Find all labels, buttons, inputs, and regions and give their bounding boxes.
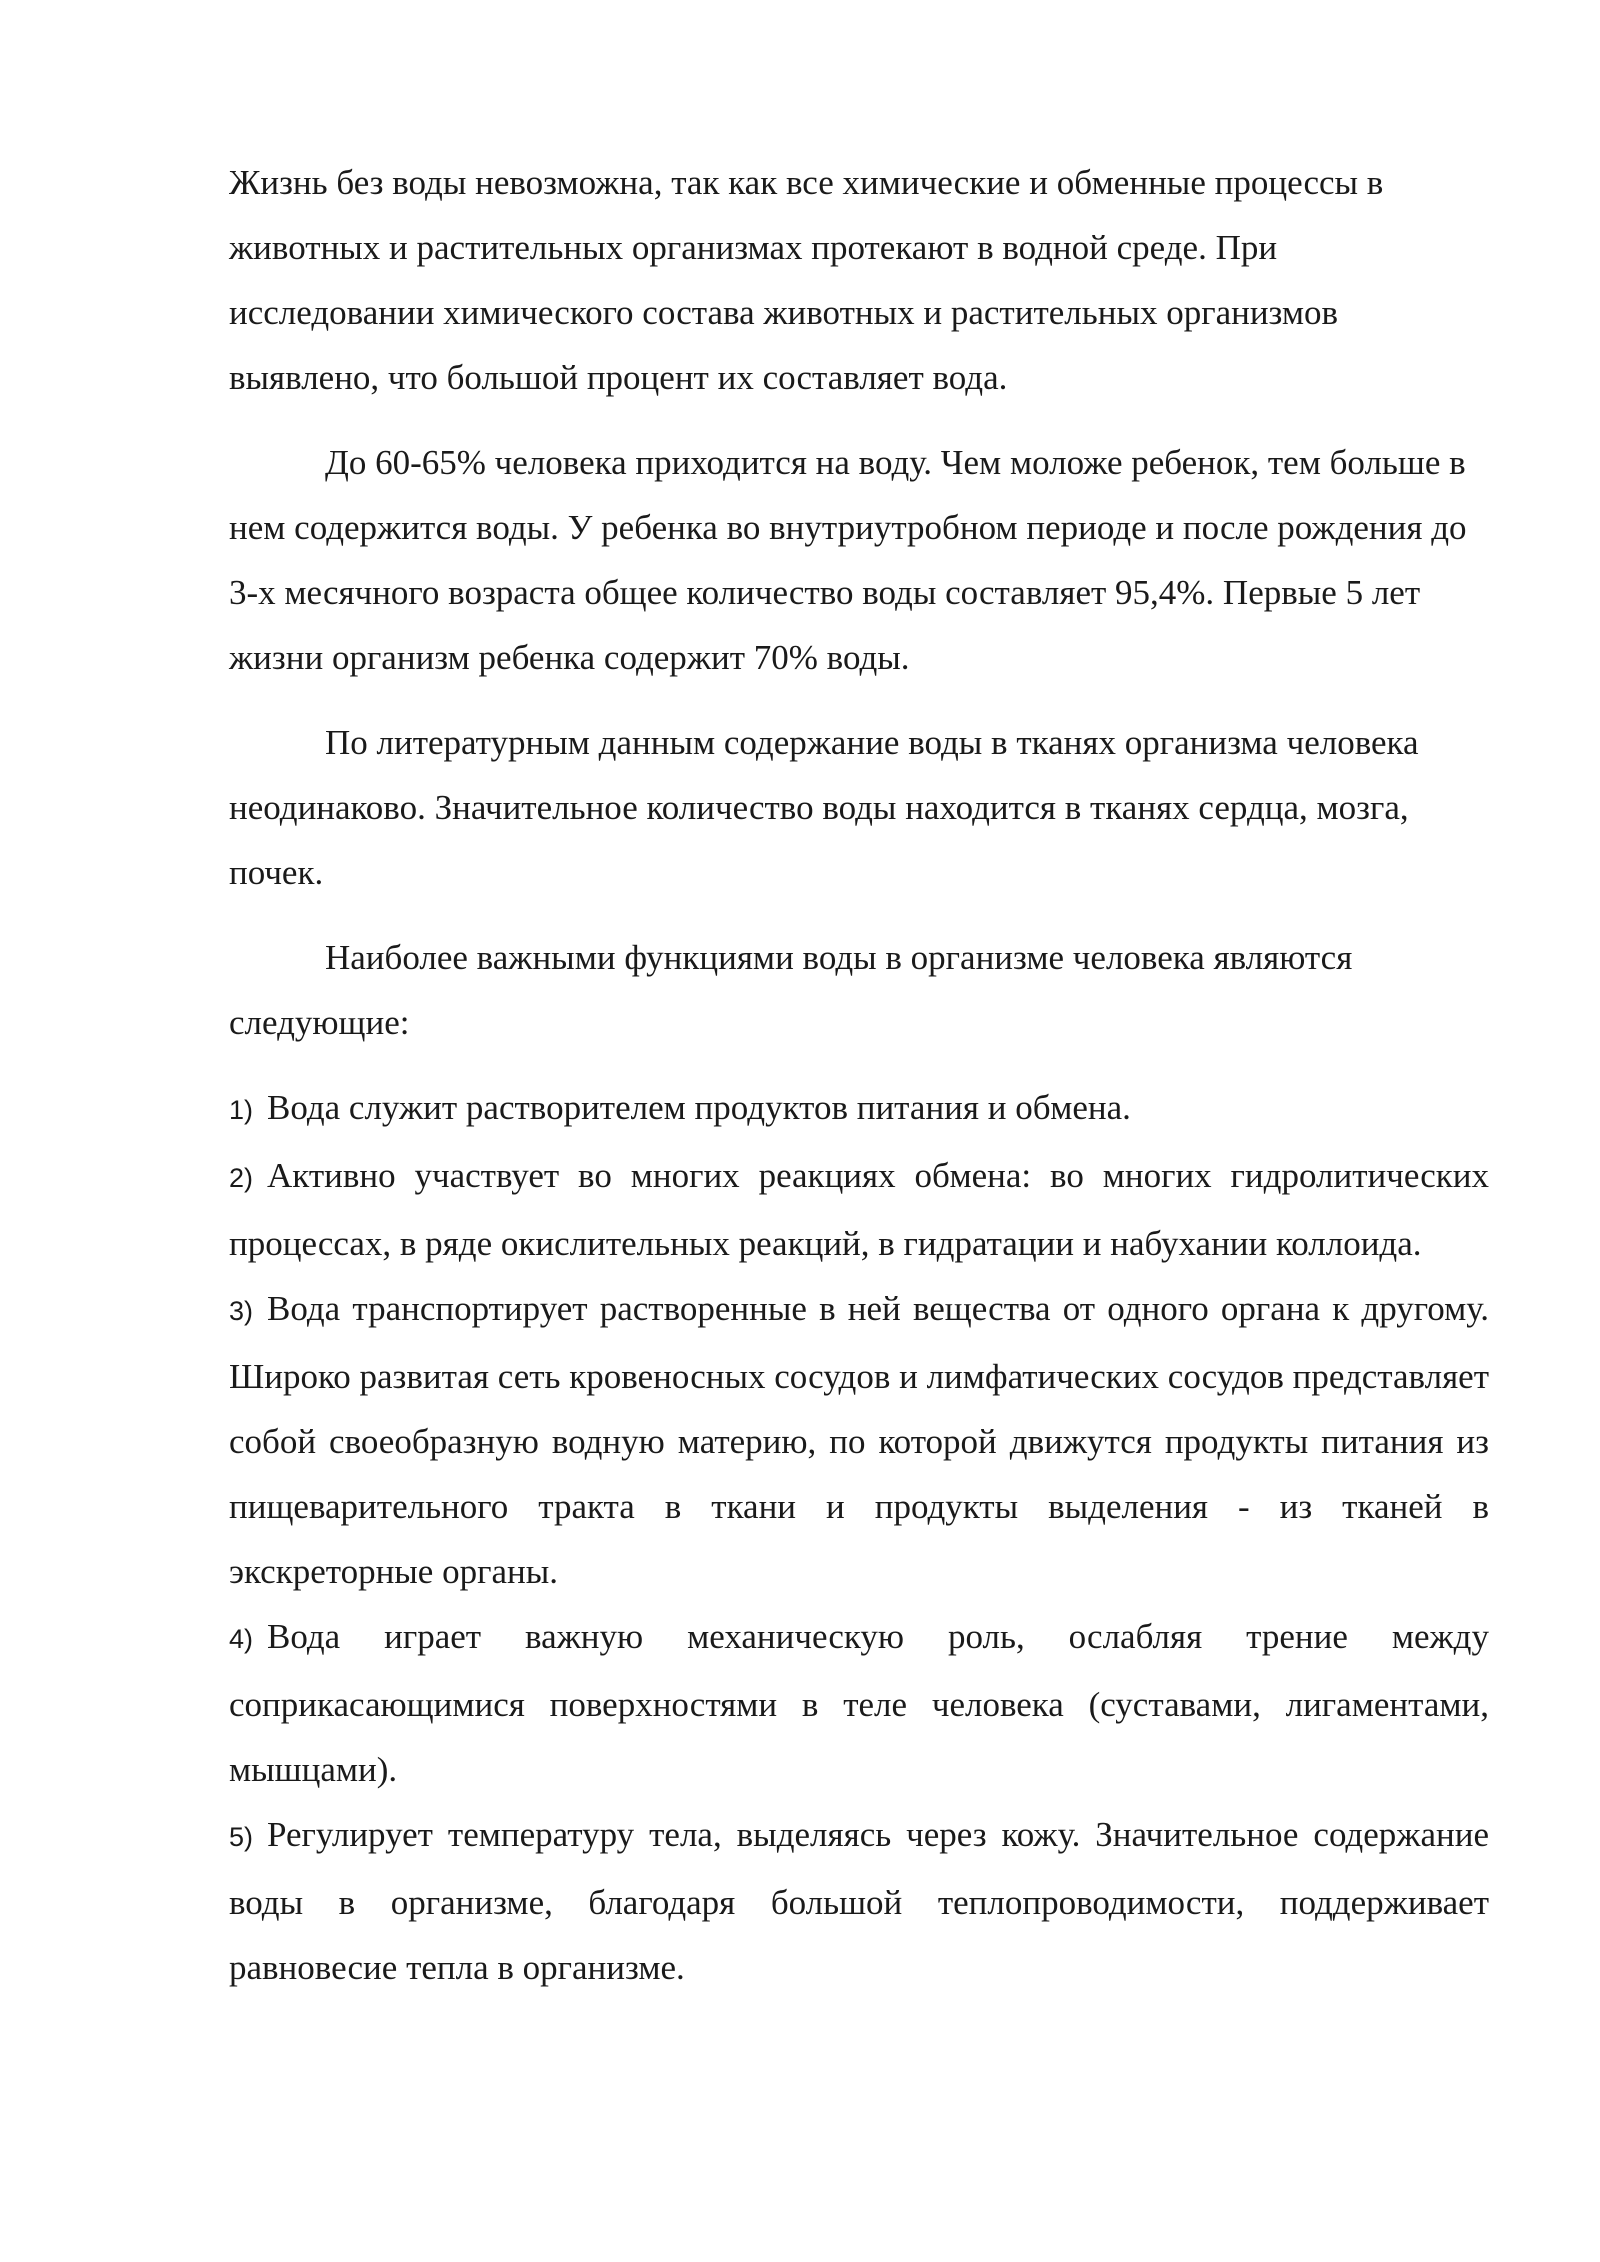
functions-list <box>229 1075 1489 2000</box>
list-item-text: Вода транспортирует растворенные в ней вещества от одного органа к другому. Широко развитая сеть кровеносных сосудов и лимфатических сосудов представляет собой своеобразную водную материю, по которой движутся продукты питания из пищеварительного тракта в ткани и продукты выделения - из тканей в экскреторные органы. <box>229 1289 1489 1591</box>
document-body <box>229 150 1489 2000</box>
paragraph-functions-intro: Наиболее важными функциями воды в организме человека являются следующие: <box>229 938 1353 1042</box>
list-item-text: Вода играет важную механическую роль, ослабляя трение между соприкасающимися поверхностями в теле человека (суставами, лигаментами, мышцами). <box>229 1617 1489 1789</box>
paragraph-intro: Жизнь без воды невозможна, так как все химические и обменные процессы в животных и растительных организмах протекают в водной среде. При исследовании химического состава животных и растительных организмов выявлено, что большой процент их составляет вода. <box>229 163 1384 397</box>
list-item-number: 3) <box>229 1296 254 1326</box>
list-item <box>229 1604 1489 1802</box>
paragraph-water-percentage: До 60-65% человека приходится на воду. Чем моложе ребенок, тем больше в нем содержится воды. У ребенка во внутриутробном периоде и после рождения до 3-х месячного возраста общее количество воды составляет 95,4%. Первые 5 лет жизни организм ребенка содержит 70% воды. <box>229 443 1467 677</box>
list-item <box>229 1276 1489 1604</box>
list-item <box>229 1802 1489 2000</box>
list-item <box>229 1143 1489 1276</box>
list-item-text: Вода служит растворителем продуктов питания и обмена. <box>267 1088 1131 1127</box>
list-item-number: 1) <box>229 1095 254 1125</box>
list-item-number: 5) <box>229 1822 254 1852</box>
list-item-number: 4) <box>229 1624 254 1654</box>
list-item-text: Активно участвует во многих реакциях обмена: во многих гидролитических процессах, в ряде окислительных реакций, в гидратации и набухании коллоида. <box>229 1156 1489 1263</box>
list-item <box>229 1075 1489 1143</box>
list-item-text: Регулирует температуру тела, выделяясь через кожу. Значительное содержание воды в организме, благодаря большой теплопроводимости, поддерживает равновесие тепла в организме. <box>229 1815 1489 1987</box>
list-item-number: 2) <box>229 1163 254 1193</box>
paragraph-tissue-water: По литературным данным содержание воды в тканях организма человека неодинаково. Значительное количество воды находится в тканях сердца, мозга, почек. <box>229 723 1419 892</box>
